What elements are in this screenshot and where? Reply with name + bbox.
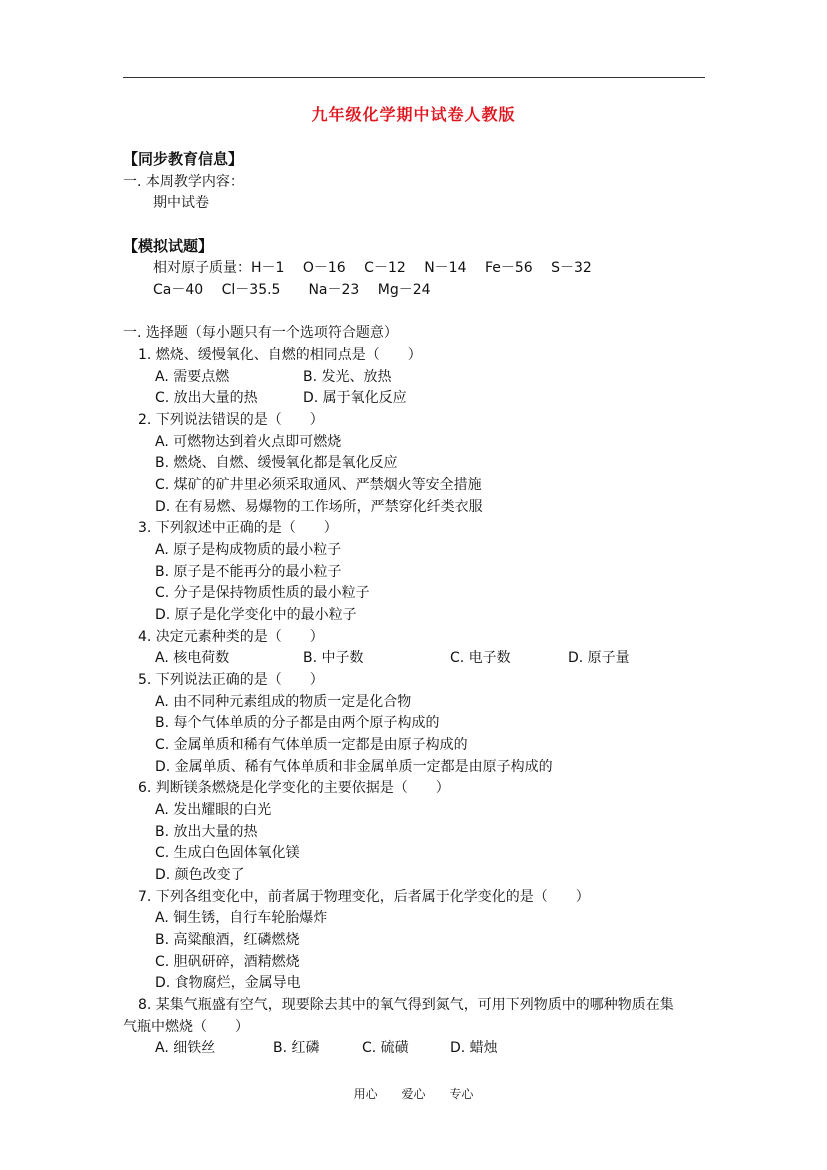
atomic-masses-line-2: Ca－40 Cl－35.5 Na－23 Mg－24 bbox=[153, 282, 431, 298]
option-a: A. 铜生锈，自行车轮胎爆炸 bbox=[155, 910, 328, 926]
page-footer bbox=[0, 1085, 827, 1102]
option-a: A. 可燃物达到着火点即可燃烧 bbox=[155, 434, 342, 450]
sync-info-heading: 【同步教育信息】 bbox=[123, 150, 244, 168]
part1-heading: 一. 选择题（每小题只有一个选项符合题意） bbox=[123, 325, 398, 341]
option-d: D. 在有易燃、易爆物的工作场所，严禁穿化纤类衣服 bbox=[155, 499, 483, 515]
option-c: C. 胆矾研碎，酒精燃烧 bbox=[155, 954, 300, 970]
option-c: C. 金属单质和稀有气体单质一定都是由原子构成的 bbox=[155, 737, 468, 753]
question-stem: 7. 下列各组变化中，前者属于物理变化，后者属于化学变化的是（ ） bbox=[138, 889, 590, 905]
question-stem-continued: 气瓶中燃烧（ ） bbox=[123, 1019, 249, 1035]
question-stem: 8. 某集气瓶盛有空气，现要除去其中的氧气得到氮气，可用下列物质中的哪种物质在集 bbox=[138, 997, 674, 1013]
question-stem: 3. 下列叙述中正确的是（ ） bbox=[138, 520, 338, 536]
atomic-masses-line-1: 相对原子质量：H－1 O－16 C－12 N－14 Fe－56 S－32 bbox=[153, 260, 592, 276]
option-c: C. 硫磺 bbox=[362, 1040, 409, 1056]
option-b: B. 每个气体单质的分子都是由两个原子构成的 bbox=[155, 715, 440, 731]
option-b: B. 红磷 bbox=[273, 1040, 320, 1056]
option-a: A. 核电荷数 bbox=[155, 650, 230, 666]
option-b: B. 发光、放热 bbox=[303, 369, 392, 385]
option-c: C. 放出大量的热 bbox=[155, 390, 258, 406]
teaching-content-label: 一. 本周教学内容： bbox=[123, 174, 244, 190]
option-c: C. 分子是保持物质性质的最小粒子 bbox=[155, 585, 370, 601]
option-b: B. 原子是不能再分的最小粒子 bbox=[155, 564, 342, 580]
question-stem: 4. 决定元素种类的是（ ） bbox=[138, 629, 324, 645]
option-d: D. 原子量 bbox=[568, 650, 630, 666]
option-d: D. 蜡烛 bbox=[450, 1040, 498, 1056]
option-d: D. 原子是化学变化中的最小粒子 bbox=[155, 607, 357, 623]
footer-text: 用心 bbox=[353, 1087, 378, 1101]
mock-test-heading: 【模拟试题】 bbox=[123, 237, 214, 255]
option-d: D. 食物腐烂，金属导电 bbox=[155, 975, 301, 991]
option-a: A. 发出耀眼的白光 bbox=[155, 802, 272, 818]
option-d: D. 颜色改变了 bbox=[155, 867, 245, 883]
option-c: C. 煤矿的矿井里必须采取通风、严禁烟火等安全措施 bbox=[155, 477, 482, 493]
footer-text: 爱心 bbox=[401, 1087, 426, 1101]
question-stem: 1. 燃烧、缓慢氧化、自燃的相同点是（ ） bbox=[138, 347, 422, 363]
option-c: C. 电子数 bbox=[450, 650, 511, 666]
option-a: A. 细铁丝 bbox=[155, 1040, 216, 1056]
footer-text: 专心 bbox=[449, 1087, 474, 1101]
option-d: D. 金属单质、稀有气体单质和非金属单质一定都是由原子构成的 bbox=[155, 759, 553, 775]
question-stem: 2. 下列说法错误的是（ ） bbox=[138, 412, 324, 428]
question-stem: 6. 判断镁条燃烧是化学变化的主要依据是（ ） bbox=[138, 780, 450, 796]
option-d: D. 属于氧化反应 bbox=[303, 390, 407, 406]
header-rule bbox=[123, 77, 705, 78]
option-a: A. 原子是构成物质的最小粒子 bbox=[155, 542, 342, 558]
option-b: B. 放出大量的热 bbox=[155, 824, 258, 840]
option-b: B. 中子数 bbox=[303, 650, 364, 666]
option-a: A. 由不同种元素组成的物质一定是化合物 bbox=[155, 694, 412, 710]
teaching-content-value: 期中试卷 bbox=[153, 195, 209, 211]
question-stem: 5. 下列说法正确的是（ ） bbox=[138, 672, 324, 688]
option-c: C. 生成白色固体氧化镁 bbox=[155, 845, 300, 861]
option-b: B. 高粱酿酒，红磷燃烧 bbox=[155, 932, 300, 948]
option-a: A. 需要点燃 bbox=[155, 369, 230, 385]
page-title: 九年级化学期中试卷人教版 bbox=[311, 105, 516, 124]
option-b: B. 燃烧、自燃、缓慢氧化都是氧化反应 bbox=[155, 455, 398, 471]
